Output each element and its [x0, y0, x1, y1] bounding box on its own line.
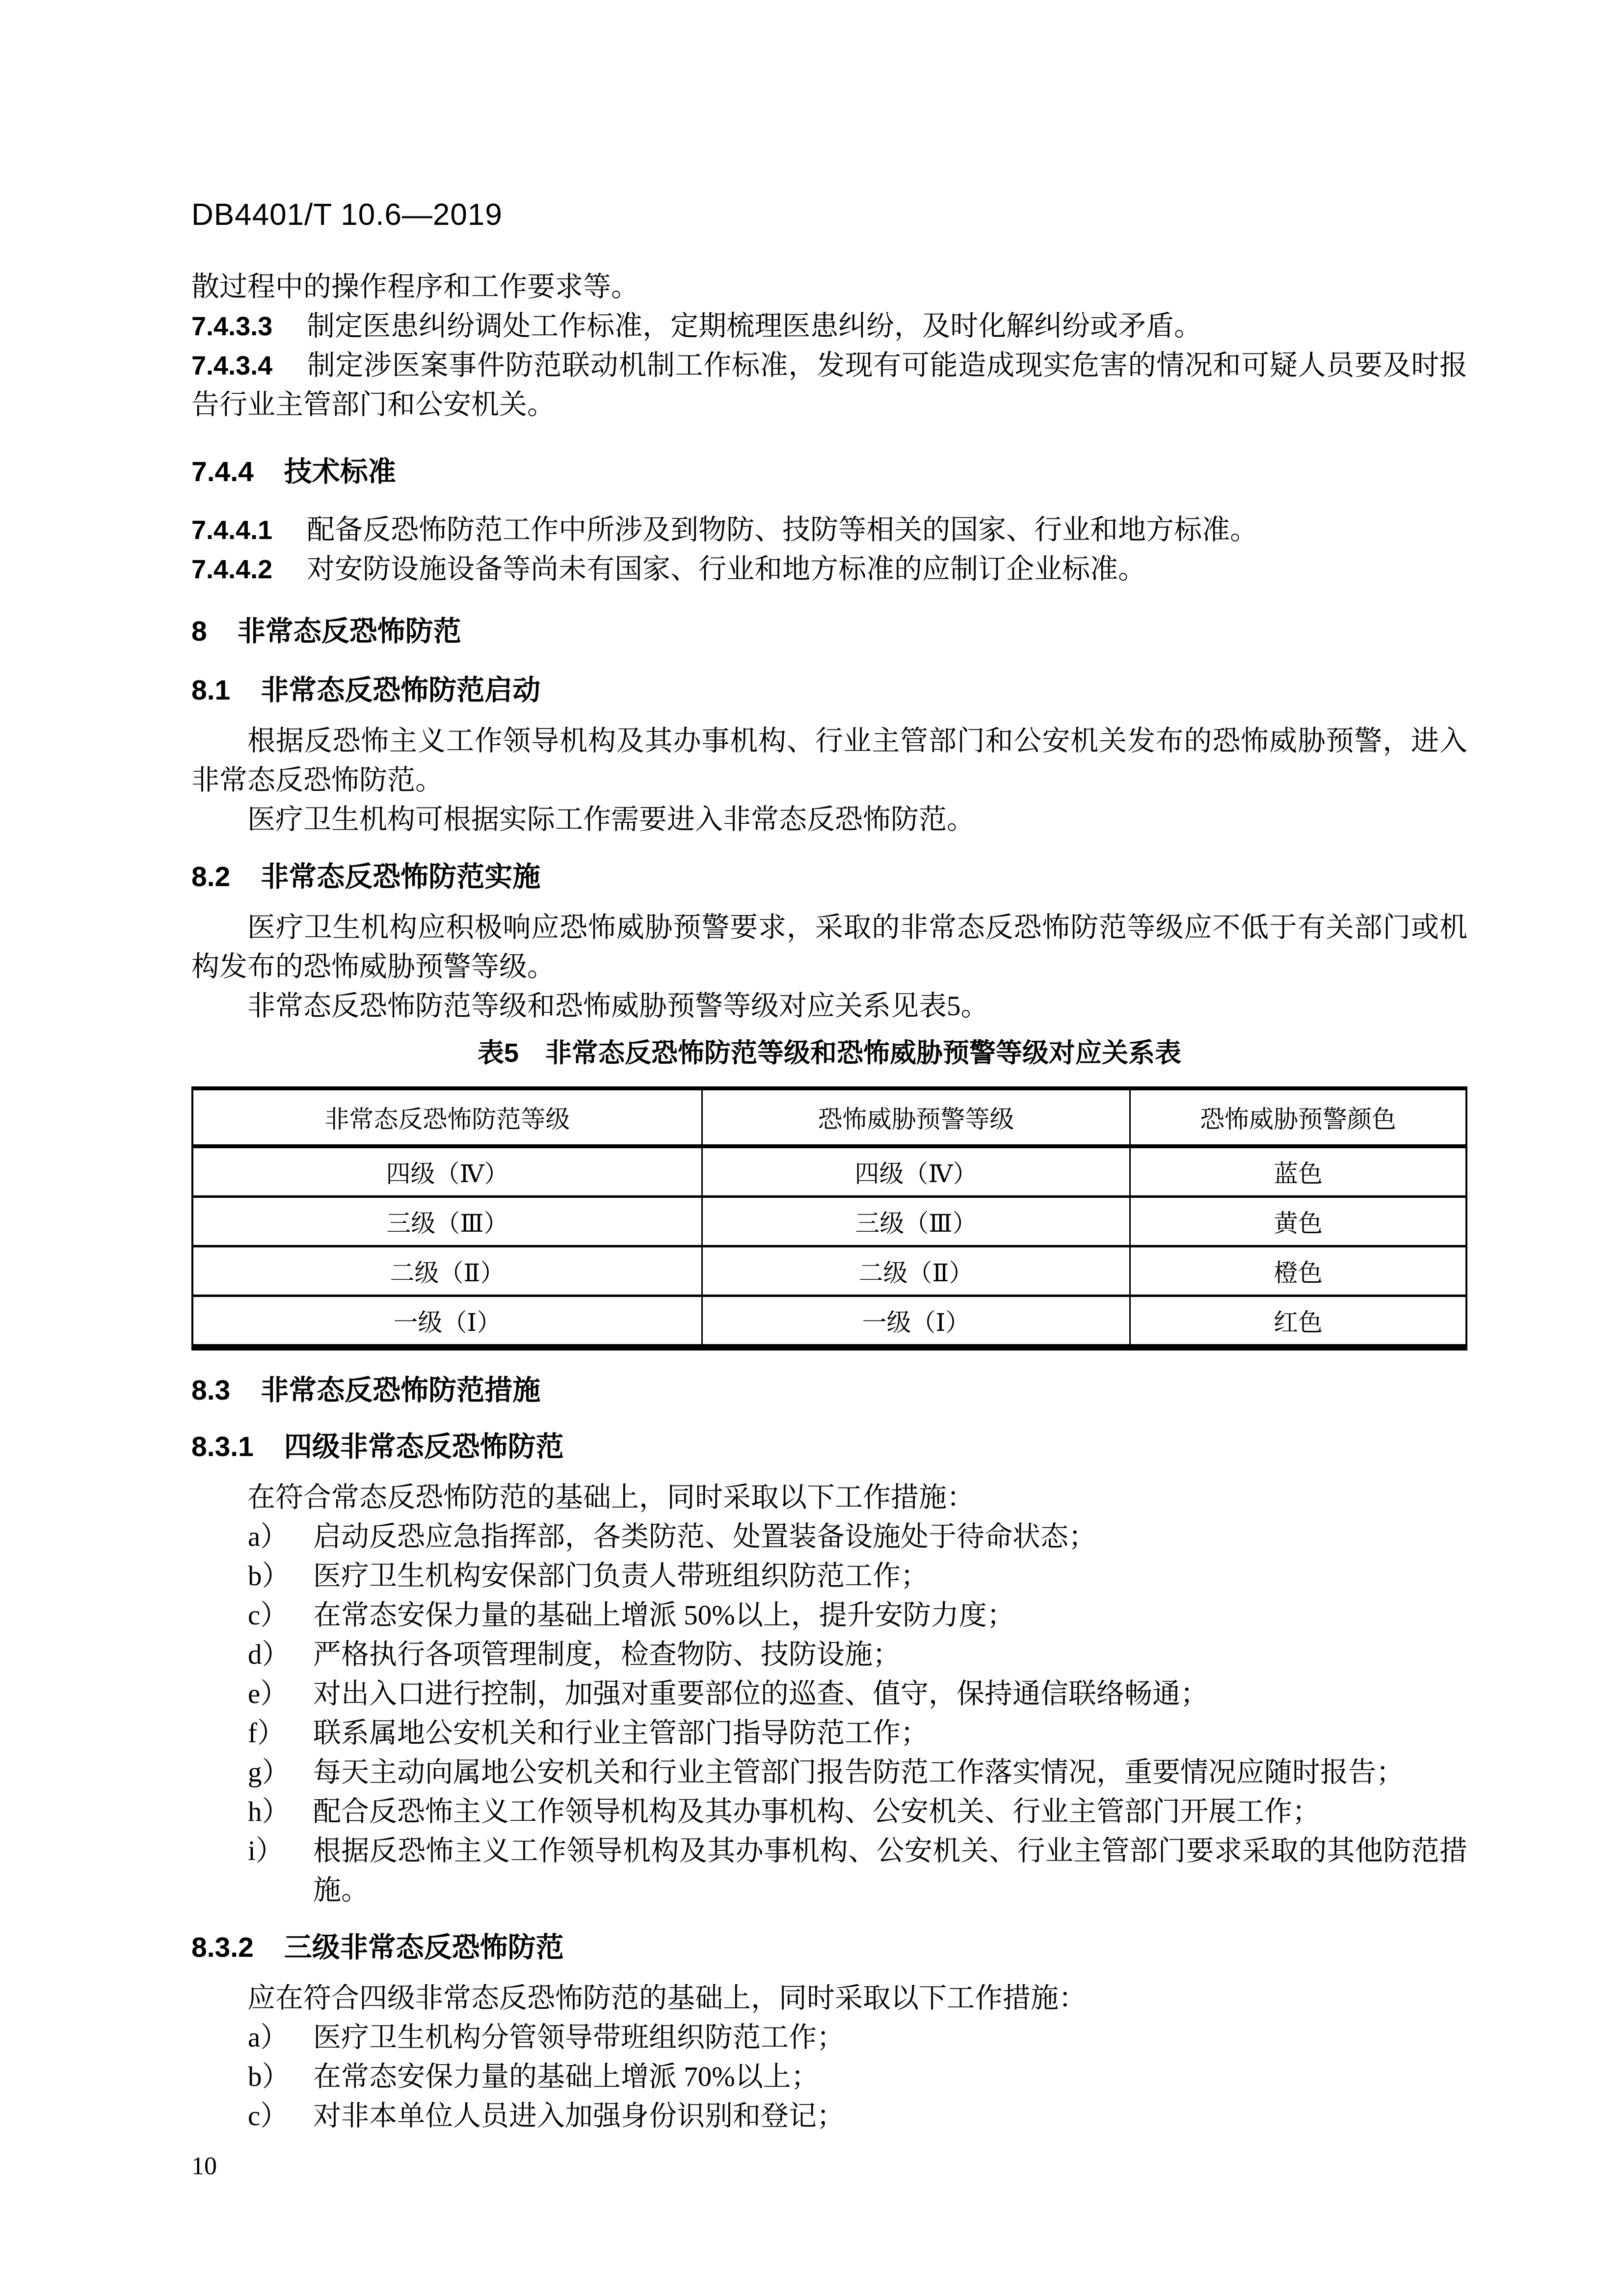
list-item-text: 联系属地公安机关和行业主管部门指导防范工作；	[313, 1718, 929, 1749]
list-item-marker: f）	[248, 1718, 285, 1749]
list-item-text: 启动反恐应急指挥部，各类防范、处置装备设施处于待命状态；	[313, 1521, 1096, 1552]
heading-832	[191, 1932, 1467, 1963]
heading-number: 8	[191, 616, 207, 647]
heading-81	[191, 675, 1467, 705]
list-item-text: 在常态安保力量的基础上增派 70%以上；	[313, 2061, 819, 2092]
table-cell: 一级（Ⅰ）	[702, 1296, 1130, 1348]
table-cell: 红色	[1130, 1296, 1466, 1348]
heading-number: 7.4.4	[191, 456, 254, 487]
table-cell: 黄色	[1130, 1197, 1466, 1246]
table-row	[192, 1197, 1466, 1246]
paragraph: 非常态反恐怖防范等级和恐怖威胁预警等级对应关系见表5。	[247, 991, 989, 1022]
clause-text: 配备反恐怖防范工作中所涉及到物防、技防等相关的国家、行业和地方标准。	[307, 514, 1258, 545]
table-cell: 三级（Ⅲ）	[192, 1197, 702, 1246]
list-item-marker: b）	[248, 2061, 290, 2092]
clause-number: 7.4.4.1	[191, 515, 273, 545]
list-item-marker: g）	[248, 1757, 290, 1788]
list-item-text: 对出入口进行控制，加强对重要部位的巡查、值守，保持通信联络畅通；	[313, 1678, 1208, 1709]
table-header-cell: 恐怖威胁预警等级	[702, 1088, 1130, 1146]
page-number: 10	[191, 2152, 217, 2180]
clause-text: 对安防设施设备等尚未有国家、行业和地方标准的应制订企业标准。	[307, 554, 1146, 585]
table-cell: 蓝色	[1130, 1146, 1466, 1197]
heading-831	[191, 1432, 1467, 1462]
list-item-text: 医疗卫生机构分管领导带班组织防范工作；	[313, 2022, 845, 2053]
list-item-marker: a）	[248, 2022, 289, 2053]
clause-number: 7.4.3.4	[191, 351, 273, 380]
table-cell: 四级（Ⅳ）	[192, 1146, 702, 1197]
clause-number: 7.4.4.2	[191, 555, 273, 584]
paragraph: 医疗卫生机构可根据实际工作需要进入非常态反恐怖防范。	[247, 804, 975, 835]
list-item-text: 医疗卫生机构安保部门负责人带班组织防范工作；	[313, 1561, 929, 1592]
list-item-text: 根据反恐怖主义工作领导机构及其办事机构、公安机关、行业主管部门要求采取的其他防范措施。	[313, 1836, 1467, 1906]
clause-number: 7.4.3.3	[191, 312, 273, 341]
table-row	[192, 1146, 1466, 1197]
table-cell: 四级（Ⅳ）	[702, 1146, 1130, 1197]
list-item-text: 对非本单位人员进入加强身份识别和登记；	[313, 2101, 845, 2132]
table-cell: 橙色	[1130, 1246, 1466, 1296]
heading-744	[191, 457, 1467, 487]
table-header-cell: 非常态反恐怖防范等级	[192, 1088, 702, 1146]
list-831	[191, 1517, 1467, 1910]
clause-7441	[191, 511, 1467, 550]
list-item-text: 配合反恐怖主义工作领导机构及其办事机构、公安机关、行业主管部门开展工作；	[313, 1796, 1320, 1827]
list-item-marker: i）	[248, 1836, 284, 1866]
heading-8	[191, 616, 1467, 647]
heading-title: 三级非常态反恐怖防范	[284, 1932, 564, 1963]
list-item-text: 每天主动向属地公安机关和行业主管部门报告防范工作落实情况，重要情况应随时报告；	[313, 1757, 1404, 1788]
list-item	[191, 2097, 1467, 2136]
clause-7433	[191, 307, 1467, 346]
heading-83	[191, 1375, 1467, 1405]
list-item	[191, 1635, 1467, 1675]
list-832	[191, 2018, 1467, 2136]
list-item	[191, 1596, 1467, 1635]
heading-number: 8.1	[191, 675, 231, 706]
paragraph-continuation: 散过程中的操作程序和工作要求等。	[191, 271, 639, 302]
list-item	[191, 1832, 1467, 1910]
list-item	[191, 2018, 1467, 2057]
heading-title: 非常态反恐怖防范实施	[261, 861, 541, 892]
table-header-cell: 恐怖威胁预警颜色	[1130, 1088, 1466, 1146]
list-item-text: 严格执行各项管理制度，检查物防、技防设施；	[313, 1639, 901, 1670]
list-item	[191, 1714, 1467, 1753]
table5	[191, 1086, 1467, 1351]
list-item	[191, 1753, 1467, 1792]
heading-number: 8.3.1	[191, 1431, 254, 1462]
table-cell: 二级（Ⅱ）	[702, 1246, 1130, 1296]
list-item-marker: c）	[248, 1600, 289, 1631]
clause-7442	[191, 550, 1467, 589]
table-header-row	[192, 1088, 1466, 1146]
table-row	[192, 1246, 1466, 1296]
heading-number: 8.2	[191, 861, 231, 892]
table-cell: 一级（Ⅰ）	[192, 1296, 702, 1348]
table-cell: 二级（Ⅱ）	[192, 1246, 702, 1296]
heading-82	[191, 862, 1467, 892]
list-item-marker: c）	[248, 2101, 289, 2132]
paragraph: 在符合常态反恐怖防范的基础上，同时采取以下工作措施：	[247, 1482, 975, 1513]
standard-code-header: DB4401/T 10.6—2019	[191, 198, 503, 232]
list-item-marker: d）	[248, 1639, 290, 1670]
list-item-marker: a）	[248, 1521, 289, 1552]
paragraph: 根据反恐怖主义工作领导机构及其办事机构、行业主管部门和公安机关发布的恐怖威胁预警，进入非常态反恐怖防范。	[191, 726, 1467, 796]
heading-number: 8.3	[191, 1375, 231, 1406]
list-item	[191, 1517, 1467, 1557]
heading-title: 非常态反恐怖防范	[237, 616, 461, 647]
list-item	[191, 1792, 1467, 1832]
list-item-marker: e）	[248, 1678, 289, 1709]
list-item-marker: b）	[248, 1561, 290, 1592]
clause-text: 制定医患纠纷调处工作标准，定期梳理医患纠纷，及时化解纠纷或矛盾。	[307, 311, 1202, 342]
heading-title: 技术标准	[284, 456, 396, 487]
paragraph: 应在符合四级非常态反恐怖防范的基础上，同时采取以下工作措施：	[247, 1983, 1087, 2014]
heading-title: 非常态反恐怖防范启动	[261, 675, 541, 706]
list-item-marker: h）	[248, 1796, 290, 1827]
list-item	[191, 1675, 1467, 1714]
list-item	[191, 1557, 1467, 1596]
heading-title: 四级非常态反恐怖防范	[284, 1431, 564, 1462]
list-item	[191, 2057, 1467, 2097]
clause-7434	[191, 346, 1467, 425]
table-row	[192, 1296, 1466, 1348]
heading-title: 非常态反恐怖防范措施	[261, 1375, 541, 1406]
paragraph: 医疗卫生机构应积极响应恐怖威胁预警要求，采取的非常态反恐怖防范等级应不低于有关部门或机构发布的恐怖威胁预警等级。	[191, 912, 1467, 982]
page-content	[191, 199, 1467, 2136]
heading-number: 8.3.2	[191, 1932, 254, 1963]
list-item-text: 在常态安保力量的基础上增派 50%以上，提升安防力度；	[313, 1600, 1015, 1631]
table5-caption: 表5 非常态反恐怖防范等级和恐怖威胁预警等级对应关系表	[477, 1038, 1182, 1068]
table-cell: 三级（Ⅲ）	[702, 1197, 1130, 1246]
clause-text: 制定涉医案事件防范联动机制工作标准，发现有可能造成现实危害的情况和可疑人员要及时报告行业主管部门和公安机关。	[191, 350, 1467, 420]
